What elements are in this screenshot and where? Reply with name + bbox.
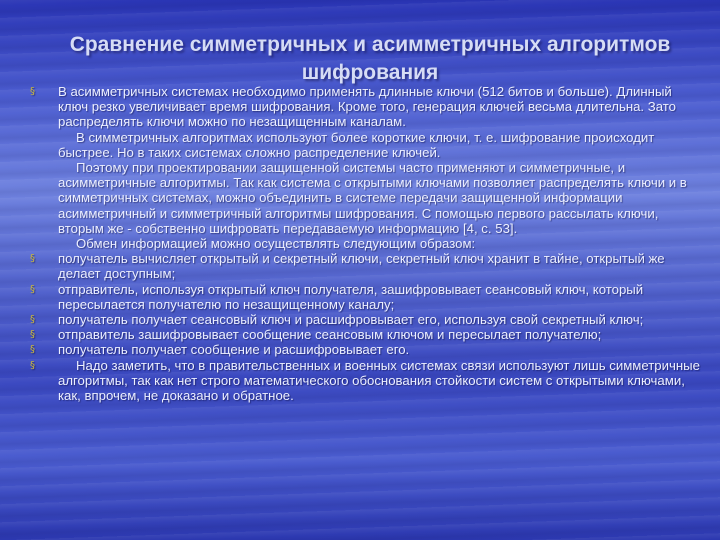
bullet-icon: §: [30, 329, 35, 341]
bullet-icon: §: [30, 359, 35, 371]
step-text: отправитель зашифровывает сообщение сеансовым ключом и пересылает получателю;: [58, 327, 602, 343]
paragraph: Поэтому при проектировании защищенной системы часто применяют и симметричные, и асимметричные алгоритмы. Так как система с открытыми ключами позволяет распределять ключи и в симметричных системах, можно объединить в системе передачи защищенной информации асимметричный и симметричный алгоритмы шифрования. С помощью первого рассылать ключи, вторым же - собственно шифровать передаваемую информацию [4, с. 53].: [58, 160, 687, 236]
list-item: [28, 282, 704, 312]
bullet-icon: §: [30, 283, 35, 295]
bullet-icon: §: [30, 86, 35, 97]
list-item: [28, 358, 704, 404]
bullet-icon: §: [30, 344, 35, 356]
step-text: получатель получает сеансовый ключ и расшифровывает его, используя свой секретный ключ;: [58, 312, 644, 328]
slide-title: Сравнение симметричных и асимметричных алгоритмов шифрования: [69, 33, 671, 84]
intro-text: В асимметричных системах необходимо применять длинные ключи (512 битов и больше). Длинный ключ резко увеличивает время шифрования. Кроме того, генерация ключей весьма длительна. Зато распределять ключи можно по незащищенным каналам.: [58, 84, 676, 130]
list-item: [28, 84, 704, 130]
bullet-icon: §: [30, 253, 35, 265]
list-item: [28, 312, 704, 327]
list-item: [28, 327, 704, 342]
step-text: получатель получает сообщение и расшифровывает его.: [58, 342, 410, 358]
paragraph: Обмен информацией можно осуществлять следующим образом:: [76, 236, 476, 252]
step-text: отправитель, используя открытый ключ получателя, зашифровывает сеансовый ключ, который пересылается получателю по незащищенному каналу;: [58, 281, 644, 312]
step-text: получатель вычисляет открытый и секретный ключи, секретный ключ хранит в тайне, открытый же делает доступным;: [58, 251, 665, 282]
slide-body: [28, 84, 704, 403]
paragraph: В симметричных алгоритмах используют более короткие ключи, т. е. шифрование происходит быстрее. Но в таких системах сложно распределение ключей.: [58, 129, 655, 160]
list-item: [28, 251, 704, 281]
bullet-icon: §: [30, 314, 35, 326]
conclusion-text: Надо заметить, что в правительственных и военных системах связи используют лишь симметричные алгоритмы, так как нет строго математического обоснования стойкости систем с открытыми ключами, как, впрочем, не доказано и обратное.: [58, 357, 700, 404]
list-item: [28, 342, 704, 357]
